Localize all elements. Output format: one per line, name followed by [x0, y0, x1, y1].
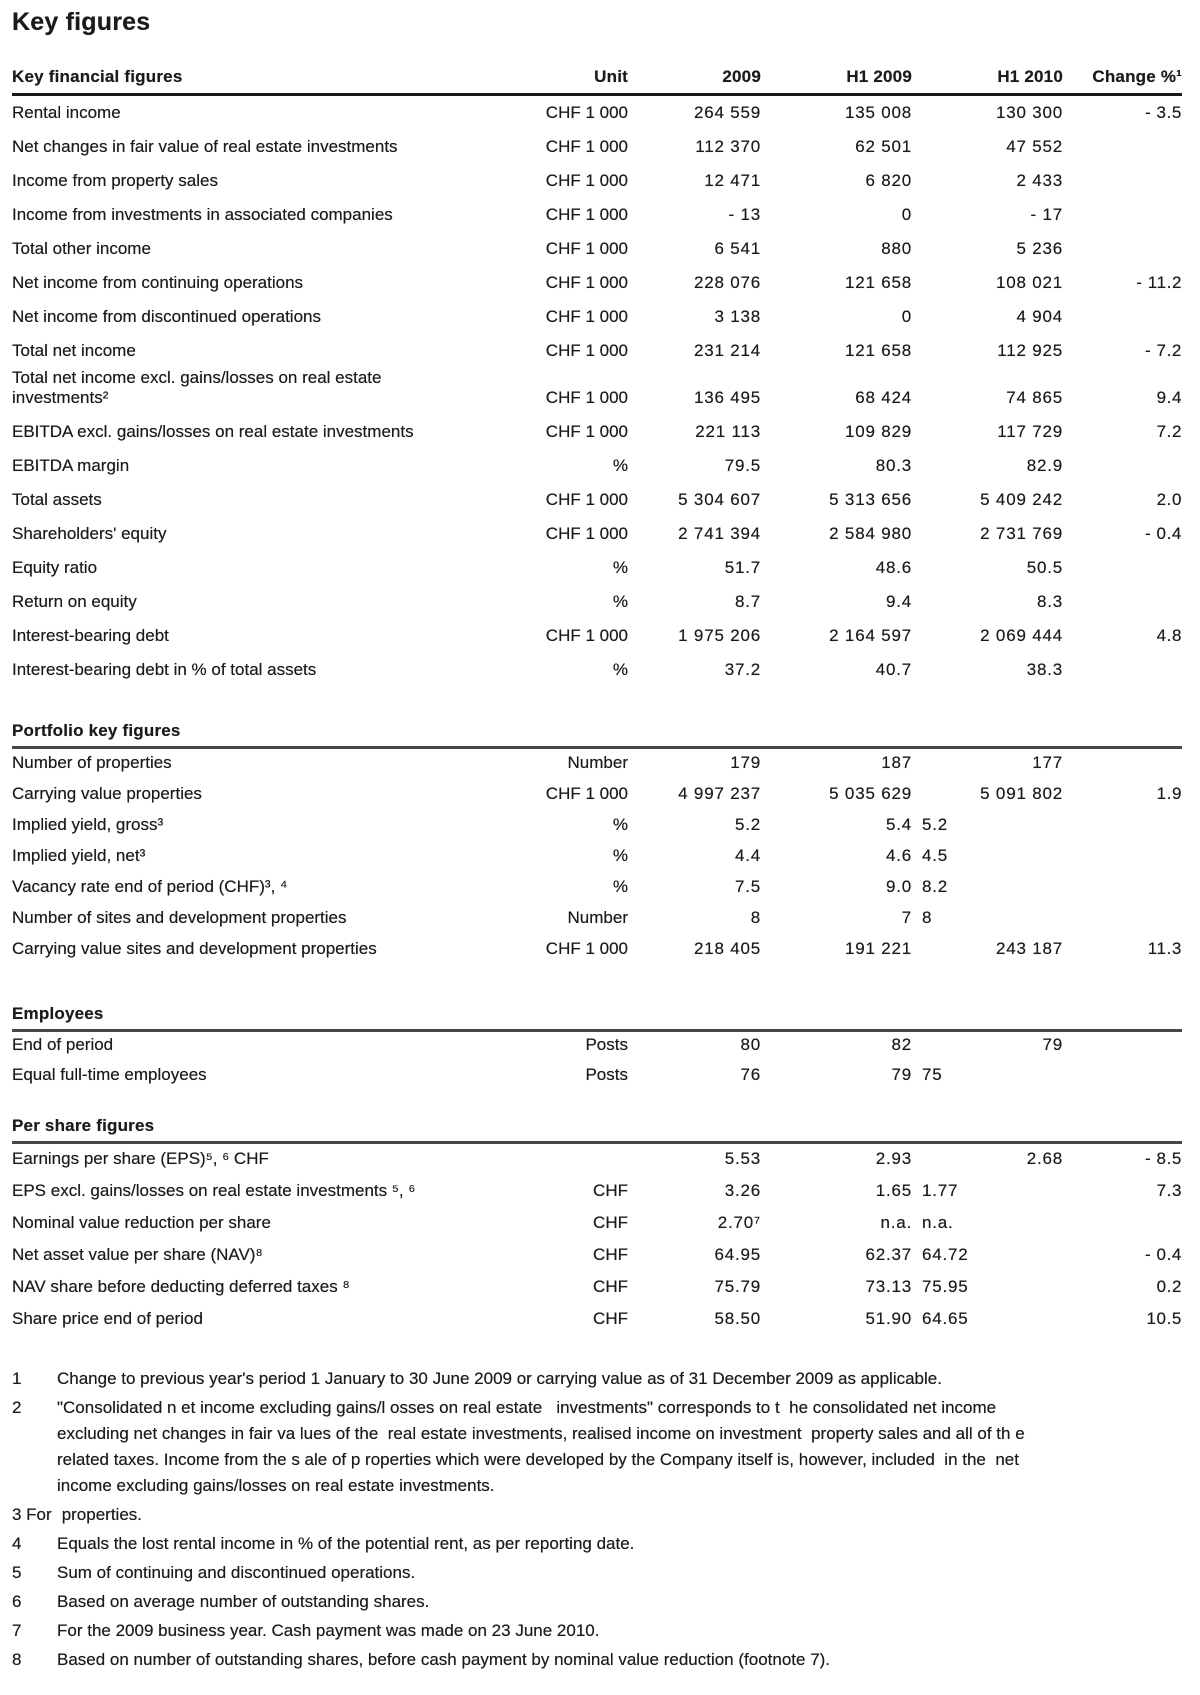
row-value-h1-2009: 5 035 629 [829, 784, 912, 803]
column-header-change: Change %¹ [1092, 67, 1182, 86]
column-header-h1-2009: H1 2009 [846, 67, 912, 86]
table-row [12, 300, 1182, 334]
row-label: Carrying value properties [12, 784, 202, 803]
row-value-2009: 3 138 [714, 307, 761, 326]
row-label: Number of properties [12, 753, 172, 772]
row-value-h1-2009: 1.65 [875, 1181, 912, 1200]
row-value-h1-2010: 8.2 [922, 877, 949, 896]
table-row [12, 1144, 1182, 1176]
row-label: EBITDA excl. gains/losses on real estate investments [12, 422, 414, 441]
row-label: EPS excl. gains/losses on real estate investments ⁵, ⁶ [12, 1181, 416, 1200]
row-unit: Posts [585, 1065, 628, 1084]
row-value-h1-2010: 74 865 [1006, 388, 1063, 407]
row-unit: CHF 1 000 [545, 137, 628, 156]
table-row [12, 653, 1182, 687]
row-value-h1-2010: 5 091 802 [980, 784, 1063, 803]
footnote-text: Change to previous year's period 1 January to 30 June 2009 or carrying value as of 31 December 2009 as applicable. [57, 1369, 942, 1388]
row-value-h1-2010: 38.3 [1026, 660, 1063, 679]
footnote-number: 2 [12, 1398, 22, 1417]
footnote-text: Based on number of outstanding shares, before cash payment by nominal value reduction (footnote 7). [57, 1650, 831, 1669]
footnote-number: 3 For [12, 1505, 52, 1524]
row-value-h1-2010: 5.2 [922, 815, 949, 834]
row-value-h1-2010: 82.9 [1026, 456, 1063, 475]
row-value-h1-2009: 4.6 [885, 846, 912, 865]
row-value-change: - 3.5 [1144, 103, 1182, 122]
section-title: Employees [12, 1004, 1182, 1032]
row-value-h1-2010: 5 409 242 [980, 490, 1063, 509]
row-label: Income from investments in associated companies [12, 205, 393, 224]
row-value-change: - 8.5 [1144, 1149, 1182, 1168]
row-value-2009: 58.50 [714, 1309, 761, 1328]
footnote-number: 4 [12, 1534, 22, 1553]
row-value-change: - 0.4 [1144, 524, 1182, 543]
row-value-h1-2009: 2.93 [875, 1149, 912, 1168]
row-unit: CHF [593, 1181, 628, 1200]
footnote-text: Based on average number of outstanding shares. [57, 1592, 430, 1611]
row-label: Nominal value reduction per share [12, 1213, 271, 1232]
row-value-h1-2010: 75.95 [922, 1277, 969, 1296]
row-value-2009: 76 [740, 1065, 761, 1084]
row-value-2009: 136 495 [693, 388, 761, 407]
row-value-change: 2.0 [1156, 490, 1182, 509]
table-row [12, 811, 1182, 842]
section-title: Portfolio key figures [12, 721, 1182, 749]
row-value-change: - 11.2 [1136, 273, 1182, 292]
section-per-share-figures [12, 1116, 1182, 1336]
footnote [12, 1589, 1182, 1615]
row-value-h1-2009: 82 [891, 1035, 912, 1054]
row-value-h1-2009: 48.6 [875, 558, 912, 577]
table-row [12, 198, 1182, 232]
table-row [12, 585, 1182, 619]
footnote [12, 1531, 1182, 1557]
row-value-change: 0.2 [1156, 1277, 1182, 1296]
table-row [12, 1208, 1182, 1240]
row-value-change: 11.3 [1147, 939, 1182, 958]
row-label: Carrying value sites and development properties [12, 939, 377, 958]
row-unit: CHF [593, 1309, 628, 1328]
footnote-text: For the 2009 business year. Cash payment was made on 23 June 2010. [57, 1621, 600, 1640]
row-value-h1-2009: 191 221 [844, 939, 912, 958]
row-value-h1-2009: n.a. [880, 1213, 912, 1232]
row-value-h1-2010: 243 187 [995, 939, 1063, 958]
row-value-h1-2010: 50.5 [1026, 558, 1063, 577]
footnote-number: 8 [12, 1650, 22, 1669]
column-header-label: Key financial figures [12, 67, 183, 86]
table-row [12, 1176, 1182, 1208]
row-value-2009: 228 076 [693, 273, 761, 292]
row-value-h1-2009: 80.3 [875, 456, 912, 475]
table-row [12, 266, 1182, 300]
row-label: Vacancy rate end of period (CHF)³, ⁴ [12, 877, 288, 896]
footnote-text: Sum of continuing and discontinued operations. [57, 1563, 416, 1582]
row-value-h1-2010: 117 729 [997, 422, 1063, 441]
row-value-h1-2010: 47 552 [1006, 137, 1063, 156]
table-row [12, 232, 1182, 266]
row-value-change: 10.5 [1146, 1309, 1182, 1328]
row-value-2009: 4 997 237 [678, 784, 761, 803]
row-value-h1-2010: 108 021 [995, 273, 1063, 292]
row-value-h1-2010: 2.68 [1026, 1149, 1063, 1168]
row-value-2009: 231 214 [693, 341, 761, 360]
row-value-2009: 5.2 [734, 815, 761, 834]
row-unit: CHF 1 000 [545, 239, 628, 258]
row-label: Interest-bearing debt [12, 626, 169, 645]
row-label: Rental income [12, 103, 121, 122]
row-label: Implied yield, gross³ [12, 815, 164, 834]
table-row [12, 96, 1182, 130]
table-row [12, 1272, 1182, 1304]
row-value-h1-2010: 5 236 [1016, 239, 1063, 258]
table-row [12, 551, 1182, 585]
row-unit: CHF 1 000 [545, 939, 628, 958]
row-label: Total net income [12, 341, 136, 360]
row-value-h1-2010: 8.3 [1036, 592, 1063, 611]
row-value-2009: 5.53 [724, 1149, 761, 1168]
row-value-h1-2010: 8 [922, 908, 933, 927]
key-figures-table [12, 67, 1182, 1336]
row-unit: CHF [593, 1245, 628, 1264]
row-label: Income from property sales [12, 171, 218, 190]
row-value-h1-2009: 62 501 [855, 137, 912, 156]
section-key-financial-figures [12, 96, 1182, 687]
row-value-h1-2009: 2 584 980 [829, 524, 912, 543]
row-value-h1-2010: 112 925 [997, 341, 1063, 360]
footnote-text: "Consolidated n et income excluding gains/l osses on real estate investments" corresponds to t he consolidated net income excluding net changes in fair va lues of the real estate investments, realised income on investment property sales and all of th e related taxes. Income from the s ale of p roperties which were developed by the Company itself is, however, included in the net income excluding gains/losses on real estate investments. [57, 1398, 1025, 1495]
column-header-unit: Unit [594, 67, 628, 86]
table-row [12, 1304, 1182, 1336]
row-value-h1-2009: 73.13 [865, 1277, 912, 1296]
footnote [12, 1366, 1182, 1392]
row-unit: CHF 1 000 [545, 273, 628, 292]
row-value-change: 7.2 [1156, 422, 1182, 441]
row-label: Net asset value per share (NAV)⁸ [12, 1245, 263, 1264]
footnote [12, 1647, 1182, 1673]
row-value-h1-2009: 880 [881, 239, 912, 258]
row-unit: CHF [593, 1213, 628, 1232]
row-value-2009: 264 559 [693, 103, 761, 122]
row-label: Equal full-time employees [12, 1065, 207, 1084]
row-value-h1-2010: 79 [1042, 1035, 1063, 1054]
table-row [12, 904, 1182, 935]
row-value-h1-2009: 121 658 [844, 273, 912, 292]
row-value-h1-2009: 121 658 [844, 341, 912, 360]
row-value-2009: 8 [750, 908, 761, 927]
row-value-change: 4.8 [1156, 626, 1182, 645]
row-unit: Number [567, 908, 628, 927]
row-value-h1-2009: 51.90 [865, 1309, 912, 1328]
table-row [12, 483, 1182, 517]
row-value-change: 9.4 [1156, 388, 1182, 407]
row-value-h1-2009: 79 [891, 1065, 912, 1084]
row-value-2009: 1 975 206 [678, 626, 761, 645]
row-unit: % [612, 815, 628, 834]
row-label: Net income from continuing operations [12, 273, 304, 292]
footnotes [12, 1366, 1182, 1673]
footnote-number: 6 [12, 1592, 22, 1611]
row-label: Return on equity [12, 592, 137, 611]
row-value-h1-2010: 1.77 [922, 1181, 959, 1200]
row-value-change: - 0.4 [1144, 1245, 1182, 1264]
row-label: Interest-bearing debt in % of total assets [12, 660, 317, 679]
row-unit: % [612, 558, 628, 577]
row-value-2009: 218 405 [693, 939, 761, 958]
row-value-change: - 7.2 [1144, 341, 1182, 360]
footnote-number: 1 [12, 1369, 22, 1388]
row-label: Number of sites and development properties [12, 908, 347, 927]
table-row [12, 1240, 1182, 1272]
table-row [12, 1062, 1182, 1092]
row-value-h1-2009: 5 313 656 [829, 490, 912, 509]
row-unit: CHF 1 000 [545, 524, 628, 543]
footnote-number: 5 [12, 1563, 22, 1582]
row-label: NAV share before deducting deferred taxes ⁸ [12, 1277, 350, 1296]
row-unit: CHF 1 000 [545, 341, 628, 360]
row-value-2009: 51.7 [724, 558, 761, 577]
row-value-2009: 112 370 [695, 137, 761, 156]
row-value-h1-2010: 2 731 769 [980, 524, 1063, 543]
row-unit: CHF 1 000 [545, 626, 628, 645]
row-label: Equity ratio [12, 558, 98, 577]
row-value-2009: 8.7 [734, 592, 761, 611]
column-header-2009: 2009 [722, 67, 761, 86]
row-unit: CHF 1 000 [545, 307, 628, 326]
row-label: Share price end of period [12, 1309, 203, 1328]
row-unit: Number [567, 753, 628, 772]
section-portfolio-key-figures [12, 721, 1182, 966]
row-value-h1-2010: 4.5 [922, 846, 949, 865]
row-value-h1-2009: 2 164 597 [829, 626, 912, 645]
row-label: Total assets [12, 490, 102, 509]
row-unit: CHF 1 000 [545, 422, 628, 441]
row-value-h1-2010: 64.72 [922, 1245, 969, 1264]
table-row [12, 1032, 1182, 1062]
row-value-2009: 5 304 607 [678, 490, 761, 509]
row-value-2009: 64.95 [714, 1245, 761, 1264]
row-value-h1-2010: 2 069 444 [980, 626, 1063, 645]
row-label: Earnings per share (EPS)⁵, ⁶ CHF [12, 1149, 269, 1168]
table-header-row [12, 67, 1182, 96]
row-unit: CHF 1 000 [545, 171, 628, 190]
footnote-text: Equals the lost rental income in % of the potential rent, as per reporting date. [57, 1534, 635, 1553]
footnote [12, 1618, 1182, 1644]
row-value-2009: 2.70⁷ [717, 1213, 761, 1232]
row-value-h1-2009: 68 424 [855, 388, 912, 407]
row-value-h1-2009: 6 820 [865, 171, 912, 190]
row-label: Net changes in fair value of real estate investments [12, 137, 398, 156]
row-unit: Posts [585, 1035, 628, 1054]
table-body [12, 96, 1182, 1336]
row-unit: CHF [593, 1277, 628, 1296]
row-value-h1-2009: 7 [901, 908, 912, 927]
row-label: EBITDA margin [12, 456, 130, 475]
row-unit: % [612, 592, 628, 611]
table-row [12, 619, 1182, 653]
table-row [12, 368, 1182, 415]
row-value-h1-2010: 2 433 [1016, 171, 1063, 190]
table-row [12, 415, 1182, 449]
footnote [12, 1502, 1182, 1528]
row-value-2009: 221 113 [695, 422, 761, 441]
table-row [12, 842, 1182, 873]
column-header-h1-2010: H1 2010 [997, 67, 1063, 86]
row-unit: CHF 1 000 [545, 103, 628, 122]
row-value-change: 7.3 [1156, 1181, 1182, 1200]
row-label: Total other income [12, 239, 151, 258]
row-value-h1-2009: 9.4 [885, 592, 912, 611]
row-value-h1-2009: 9.0 [885, 877, 912, 896]
row-unit: % [612, 846, 628, 865]
table-row [12, 749, 1182, 780]
row-value-2009: - 13 [728, 205, 761, 224]
row-label: Implied yield, net³ [12, 846, 146, 865]
row-value-h1-2009: 109 829 [844, 422, 912, 441]
row-unit: % [612, 660, 628, 679]
row-value-h1-2010: 4 904 [1016, 307, 1063, 326]
row-value-h1-2009: 0 [901, 307, 912, 326]
row-value-h1-2009: 40.7 [875, 660, 912, 679]
row-value-2009: 4.4 [734, 846, 761, 865]
row-value-h1-2010: - 17 [1030, 205, 1063, 224]
table-row [12, 130, 1182, 164]
row-value-h1-2010: 130 300 [995, 103, 1063, 122]
row-value-2009: 79.5 [724, 456, 761, 475]
table-row [12, 935, 1182, 966]
row-value-2009: 12 471 [704, 171, 761, 190]
row-value-2009: 37.2 [724, 660, 761, 679]
row-value-h1-2009: 187 [881, 753, 912, 772]
row-label: End of period [12, 1035, 114, 1054]
row-value-h1-2009: 0 [901, 205, 912, 224]
row-value-h1-2010: 64.65 [922, 1309, 969, 1328]
row-label: Net income from discontinued operations [12, 307, 321, 326]
row-unit: CHF 1 000 [545, 388, 628, 407]
row-unit: CHF 1 000 [545, 490, 628, 509]
row-unit: CHF 1 000 [545, 784, 628, 803]
section-title: Per share figures [12, 1116, 1182, 1144]
page-title: Key figures [12, 8, 151, 36]
row-label: Total net income excl. gains/losses on real estate investments² [12, 368, 382, 407]
footnote [12, 1560, 1182, 1586]
table-row [12, 873, 1182, 904]
row-unit: % [612, 456, 628, 475]
row-unit: % [612, 877, 628, 896]
footnote-number: 7 [12, 1621, 22, 1640]
footnote-text: properties. [61, 1505, 143, 1524]
row-value-2009: 179 [730, 753, 761, 772]
table-row [12, 517, 1182, 551]
row-value-h1-2010: 75 [922, 1065, 943, 1084]
row-value-h1-2010: 177 [1032, 753, 1063, 772]
row-value-2009: 2 741 394 [678, 524, 761, 543]
row-value-h1-2009: 5.4 [885, 815, 912, 834]
row-value-h1-2009: 62.37 [865, 1245, 912, 1264]
row-value-h1-2009: 135 008 [844, 103, 912, 122]
table-row [12, 449, 1182, 483]
row-label: Shareholders' equity [12, 524, 167, 543]
row-value-2009: 80 [740, 1035, 761, 1054]
row-value-2009: 75.79 [714, 1277, 761, 1296]
table-row [12, 164, 1182, 198]
row-value-change: 1.9 [1156, 784, 1182, 803]
row-value-2009: 6 541 [714, 239, 761, 258]
table-row [12, 780, 1182, 811]
footnote [12, 1395, 1182, 1499]
row-unit: CHF 1 000 [545, 205, 628, 224]
table-row [12, 334, 1182, 368]
row-value-2009: 3.26 [724, 1181, 761, 1200]
section-employees [12, 1004, 1182, 1092]
row-value-h1-2010: n.a. [922, 1213, 954, 1232]
row-value-2009: 7.5 [734, 877, 761, 896]
